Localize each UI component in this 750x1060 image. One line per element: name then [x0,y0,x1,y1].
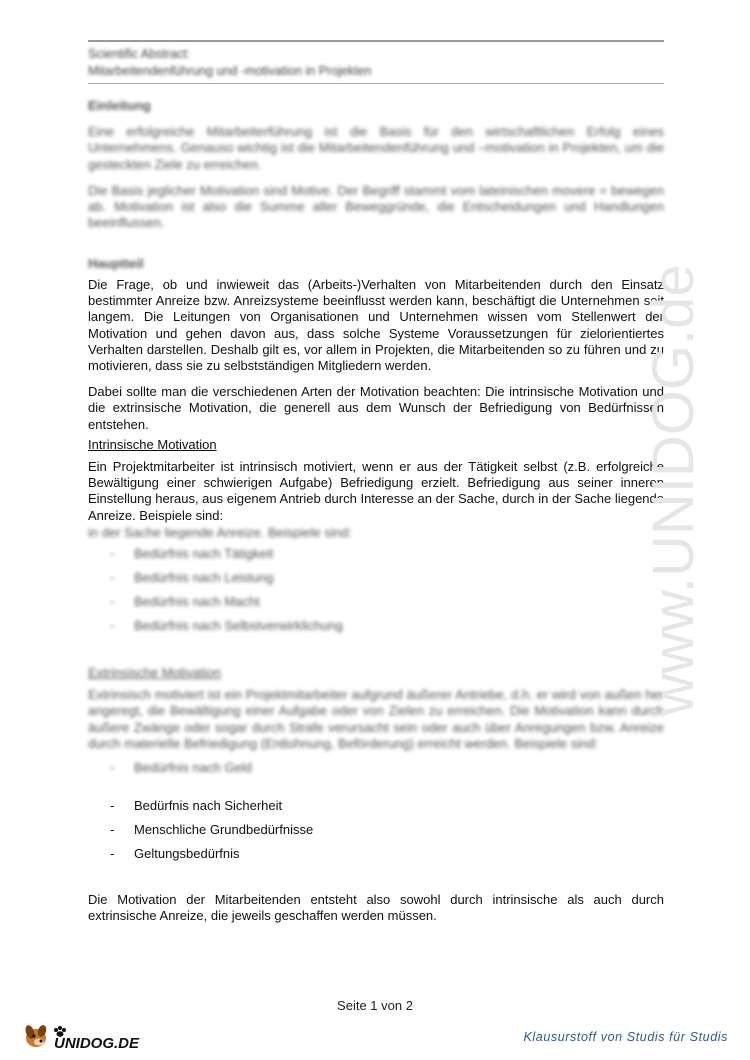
watermark-text: www.UNIDOG.de [641,264,706,716]
header-subtitle: Mitarbeitendenführung und -motivation in Projekten [88,64,372,78]
hauptteil-paragraph-1: Die Frage, ob und inwieweit das (Arbeits-)Verhalten von Mitarbeitenden durch den Einsatz bestimmter Anreize bzw. Anreizsysteme beeinflusst werden kann, beschäftigt die Unternehmen seit langem. Die Leitungen von Organisationen und Unternehmen wissen vom Stellenwert der Motivation und gehen davon aus, dass solche Systeme Voraussetzungen für zielorientiertes Verhalten darstellen. Deshalb gilt es, vor allem in Projekten, die Mitarbeitenden so zu führen und zu motivieren, dass sie zu selbstständigen Mitgliedern werden. [88,277,664,374]
list-item-text: Bedürfnis nach Macht [134,594,260,609]
unidog-logo [22,1020,152,1052]
list-item: - Bedürfnis nach Selbstverwirklichung [110,618,343,633]
list-item-text: Bedürfnis nach Selbstverwirklichung [134,618,343,633]
intrinsisch-paragraph: Ein Projektmitarbeiter ist intrinsisch motiviert, wenn er aus der Tätigkeit selbst (z.B. erfolgreiche Bewältigung einer schwierigen Aufgabe) Befriedigung erzielt. Befriedigung aus seiner inneren Einstellung heraus, aus eigenem Antrieb durch Interesse an der Sache, durch in der Sache liegende Anreize. Beispiele sind: [88,459,664,523]
list-item-text: Bedürfnis nach Tätigkeit [134,546,274,561]
intrinsisch-heading: Intrinsische Motivation [88,436,217,452]
einleitung-heading: Einleitung [88,98,151,113]
extrinsisch-heading: Extrinsische Motivation [88,665,221,680]
header-bottom-rule [88,83,664,84]
list-item-text: Geltungsbedürfnis [134,846,240,861]
intrinsisch-last-line-blur [88,525,664,539]
document-header [88,40,664,84]
logo-text: UNIDOG.DE [54,1035,140,1052]
list-item: - Bedürfnis nach Tätigkeit [110,546,274,561]
conclusion-paragraph: Die Motivation der Mitarbeitenden entsteht also sowohl durch intrinsische als auch durch extrinsische Anreize, die jeweils geschaffen werden müssen. [88,892,664,924]
list-item: - Geltungsbedürfnis [110,846,240,861]
list-item: - Bedürfnis nach Geld [110,760,252,776]
hauptteil-heading: Hauptteil [88,256,144,271]
section-extrinsisch [88,665,664,784]
section-einleitung [88,98,664,241]
list-item-text: Menschliche Grundbedürfnisse [134,822,314,837]
einleitung-paragraph-2: Die Basis jeglicher Motivation sind Motive. Der Begriff stammt vom lateinischen movere = bewegen ab. Motivation ist also die Summe aller Beweggründe, die Entscheidungen und Handlungen beeinflussen. [88,182,664,231]
extrinsisch-paragraph: Extrinsisch motiviert ist ein Projektmitarbeiter aufgrund äußerer Antriebe, d.h. er wird von außen her angeregt, die Bewältigung einer Aufgabe oder von Zielen zu erreichen. Die Motivation kann durch äußere Zwänge oder sogar durch Strafe verursacht sein oder auch über Anregungen bzw. Anreize durch materielle Befriedigung (Entlohnung, Beförderung) erreicht werden. Beispiele sind: [88,687,664,751]
list-item: - Bedürfnis nach Macht [110,594,260,609]
extrinsisch-list [88,798,664,870]
list-item: - Bedürfnis nach Leistung [110,570,274,585]
header-top-rule [88,40,664,42]
list-item-text: Bedürfnis nach Sicherheit [134,798,283,813]
page-number: Seite 1 von 2 [337,998,413,1013]
extrinsisch-list-blurred [88,760,664,784]
list-item-text: Bedürfnis nach Geld [134,760,252,776]
section-conclusion [88,892,664,934]
hauptteil-paragraph-2: Dabei sollte man die verschiedenen Arten der Motivation beachten: Die intrinsische Motivation und die extrinsische Motivation, die generell aus dem Wunsch der Befriedigung von Bedürfnissen entstehen. [88,384,664,432]
hauptteil-heading-wrap [88,256,664,272]
footer-tagline: Klausurstoff von Studis für Studis [523,1030,728,1044]
list-item: - Bedürfnis nach Sicherheit [110,798,283,813]
einleitung-paragraph-1: Eine erfolgreiche Mitarbeiterführung ist die Basis für den wirtschaftlichen Erfolg eines Unternehmens. Genauso wichtig ist die Mitarbeitendenführung und –motivation in Projekten, um die gesteckten Ziele zu erreichen. [88,124,664,172]
extrinsisch-list-wrap [88,798,664,870]
intrinsisch-list [88,546,664,642]
intrinsisch-blur-line: in der Sache liegende Anreize. Beispiele sind: [88,525,352,539]
header-title: Scientific Abstract: [88,47,191,61]
dog-logo-icon [22,1020,152,1052]
list-item: - Menschliche Grundbedürfnisse [110,822,314,837]
intrinsisch-list-wrap [88,546,664,642]
list-item-text: Bedürfnis nach Leistung [134,570,274,585]
section-hauptteil [88,277,664,534]
